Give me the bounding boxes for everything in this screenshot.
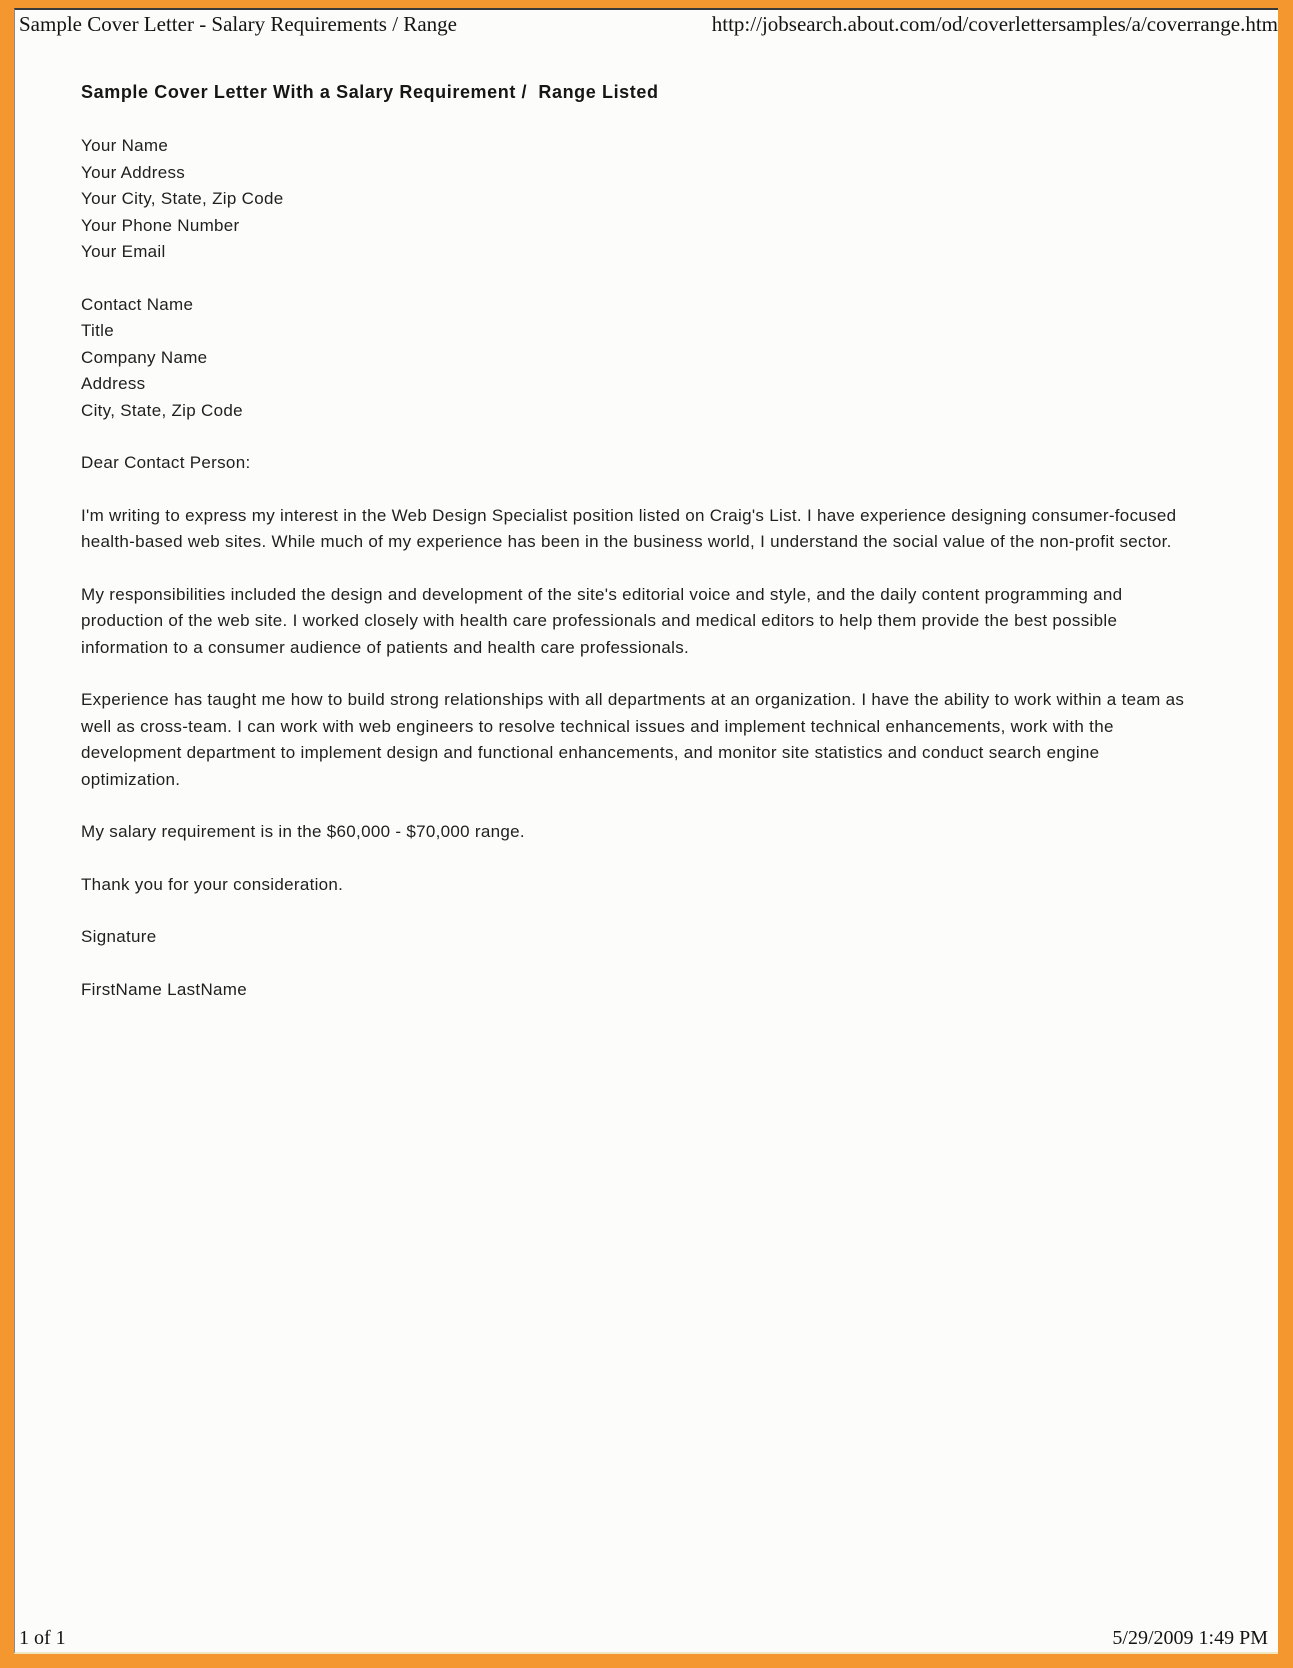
- letter-paragraph-intro: I'm writing to express my interest in the Web Design Specialist position listed on Craig's List. I have experience designing consumer-focused health-based web sites. While much of my experience has been in the business world, I understand the social value of the non-profit sector.: [81, 505, 1177, 551]
- print-header: [15, 10, 1278, 36]
- recipient-address: Address: [81, 374, 146, 393]
- cover-letter: [15, 82, 1278, 1003]
- closing-signature-label: Signature: [81, 927, 157, 946]
- page-number: 1 of 1: [19, 1627, 66, 1649]
- recipient-address-block: [81, 292, 1278, 425]
- printed-page: [14, 8, 1278, 1654]
- recipient-company-name: Company Name: [81, 347, 208, 367]
- letter-heading: Sample Cover Letter With a Salary Requirement / Range Listed: [81, 82, 659, 102]
- recipient-contact-name: Contact Name: [81, 294, 194, 314]
- letter-paragraph-experience: Experience has taught me how to build strong relationships with all departments at an organization. I have the ability to work within a team as well as cross-team. I can work with web engineers to resolve technical issues and implement technical enhancements, work with the development department to implement design and functional enhancements, and monitor site statistics and conduct search engine optimization.: [81, 690, 1185, 789]
- sender-address: Your Address: [81, 162, 186, 182]
- print-timestamp: 5/29/2009 1:49 PM: [1112, 1627, 1268, 1649]
- thank-you-line: Thank you for your consideration.: [81, 874, 344, 894]
- sender-address-block: [81, 133, 1278, 266]
- salutation: Dear Contact Person:: [81, 453, 251, 472]
- recipient-city-state-zip: City, State, Zip Code: [81, 400, 243, 420]
- salary-requirement-line: My salary requirement is in the $60,000 - $70,000 range.: [81, 822, 525, 841]
- sender-email: Your Email: [81, 242, 166, 261]
- recipient-title: Title: [81, 321, 114, 340]
- sender-phone: Your Phone Number: [81, 215, 240, 235]
- print-header-url: http://jobsearch.about.com/od/coverlettersamples/a/coverrange.htm: [711, 12, 1278, 36]
- sender-name: Your Name: [81, 136, 169, 155]
- letter-paragraph-responsibilities: My responsibilities included the design and development of the site's editorial voice and style, and the daily content programming and production of the web site. I worked closely with health care professionals and medical editors to help them provide the best possible information to a consumer audience of patients and health care professionals.: [81, 584, 1123, 657]
- print-footer: [19, 1626, 1268, 1650]
- signature-name: FirstName LastName: [81, 979, 247, 999]
- print-header-title: Sample Cover Letter - Salary Requirements / Range: [19, 12, 457, 36]
- sender-city-state-zip: Your City, State, Zip Code: [81, 189, 284, 208]
